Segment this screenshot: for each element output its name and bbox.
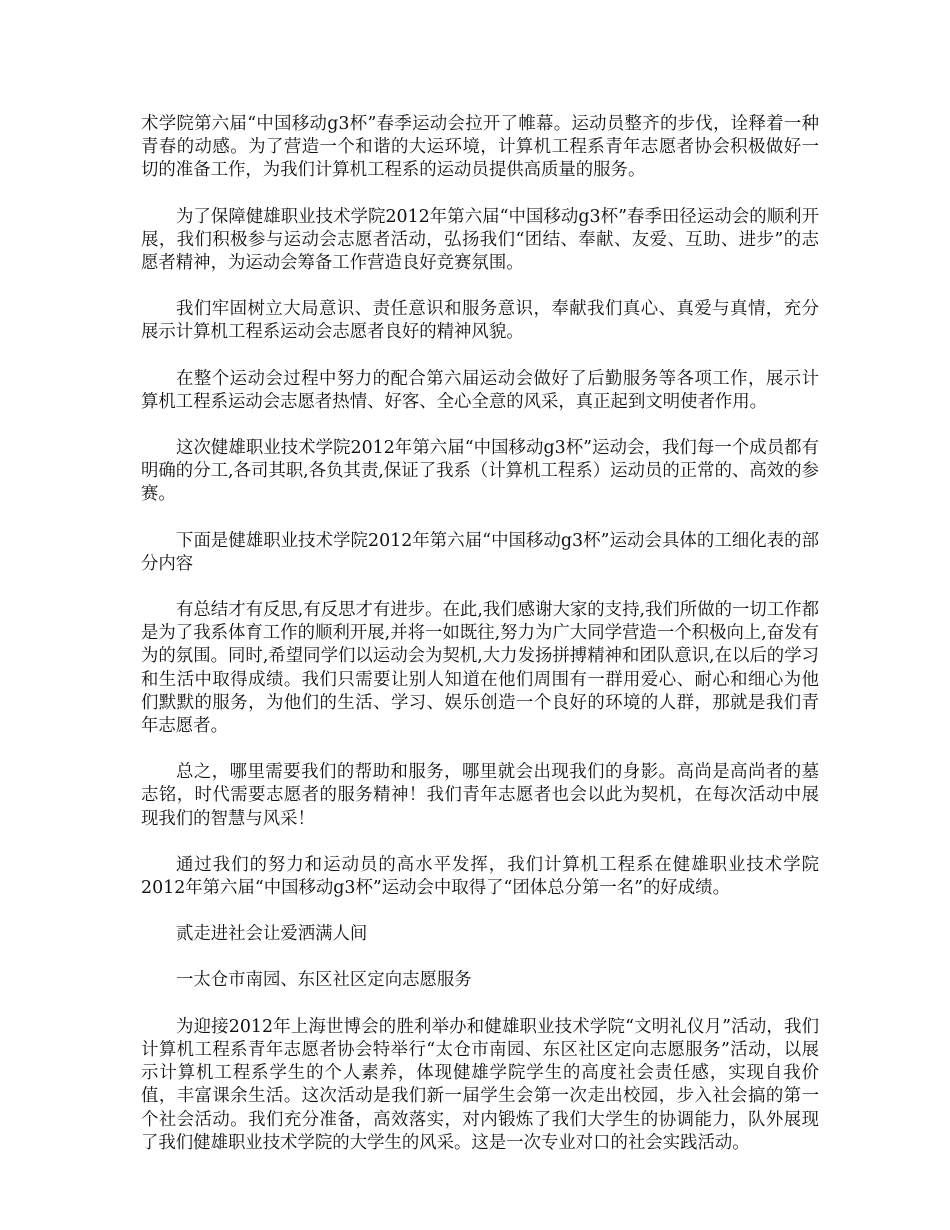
paragraph-12: 为迎接2012年上海世博会的胜利举办和健雄职业技术学院“文明礼仪月”活动，我们计算机工程系青年志愿者协会特举行“太仓市南园、东区社区定向志愿服务”活动，以展示计算机工程系学生的个人素养，体现健雄学院学生的高度社会责任感，实现自我价值，丰富课余生活。这次活动是我们新一届学生会第一次走出校园，步入社会搞的第一个社会活动。我们充分准备，高效落实，对内锻炼了我们大学生的协调能力，队外展现了我们健雄职业技术学院的大学生的风采。这是一次专业对口的社会实践活动。	[141, 1016, 819, 1153]
document-body	[141, 113, 819, 1178]
paragraph-2: 为了保障健雄职业技术学院2012年第六届“中国移动g3杯”春季田径运动会的顺利开展，我们积极参与运动会志愿者活动，弘扬我们“团结、奉献、友爱、互助、进步”的志愿者精神，为运动会筹备工作营造良好竞赛氛围。	[141, 206, 819, 274]
paragraph-1: 术学院第六届“中国移动g3杯”春季运动会拉开了帷幕。运动员整齐的步伐，诠释着一种青春的动感。为了营造一个和谐的大运环境，计算机工程系青年志愿者协会积极做好一切的准备工作，为我们计算机工程系的运动员提供高质量的服务。	[141, 114, 819, 181]
paragraph-3: 我们牢固树立大局意识、责任意识和服务意识，奉献我们真心、真爱与真情，充分展示计算机工程系运动会志愿者良好的精神风貌。	[141, 299, 819, 343]
paragraph-9: 通过我们的努力和运动员的高水平发挥，我们计算机工程系在健雄职业技术学院2012年第六届“中国移动g3杯”运动会中取得了“团体总分第一名”的好成绩。	[141, 854, 819, 899]
section-heading: 贰走进社会让爱洒满人间	[176, 924, 368, 945]
paragraph-4: 在整个运动会过程中努力的配合第六届运动会做好了后勤服务等各项工作，展示计算机工程系运动会志愿者热情、好客、全心全意的风采，真正起到文明使者作用。	[141, 368, 819, 412]
paragraph-8: 总之，哪里需要我们的帮助和服务，哪里就会出现我们的身影。高尚是高尚者的墓志铭，时代需要志愿者的服务精神！我们青年志愿者也会以此为契机，在每次活动中展现我们的智慧与风采！	[141, 762, 819, 829]
paragraph-7: 有总结才有反思,有反思才有进步。在此,我们感谢大家的支持,我们所做的一切工作都是为了我系体育工作的顺利开展,并将一如既往,努力为广大同学营造一个积极向上,奋发有为的氛围。同时,希望同学们以运动会为契机,大力发扬拼搏精神和团队意识,在以后的学习和生活中取得成绩。我们只需要让别人知道在他们周围有一群用爱心、耐心和细心为他们默默的服务，为他们的生活、学习、娱乐创造一个良好的环境的人群，那就是我们青年志愿者。	[141, 600, 819, 737]
paragraph-5: 这次健雄职业技术学院2012年第六届“中国移动g3杯”运动会，我们每一个成员都有明确的分工,各司其职,各负其责,保证了我系（计算机工程系）运动员的正常的、高效的参赛。	[141, 438, 819, 505]
subsection-heading: 一太仓市南园、东区社区定向志愿服务	[176, 970, 472, 991]
paragraph-6: 下面是健雄职业技术学院2012年第六届“中国移动g3杯”运动会具体的工细化表的部分内容	[141, 530, 819, 574]
